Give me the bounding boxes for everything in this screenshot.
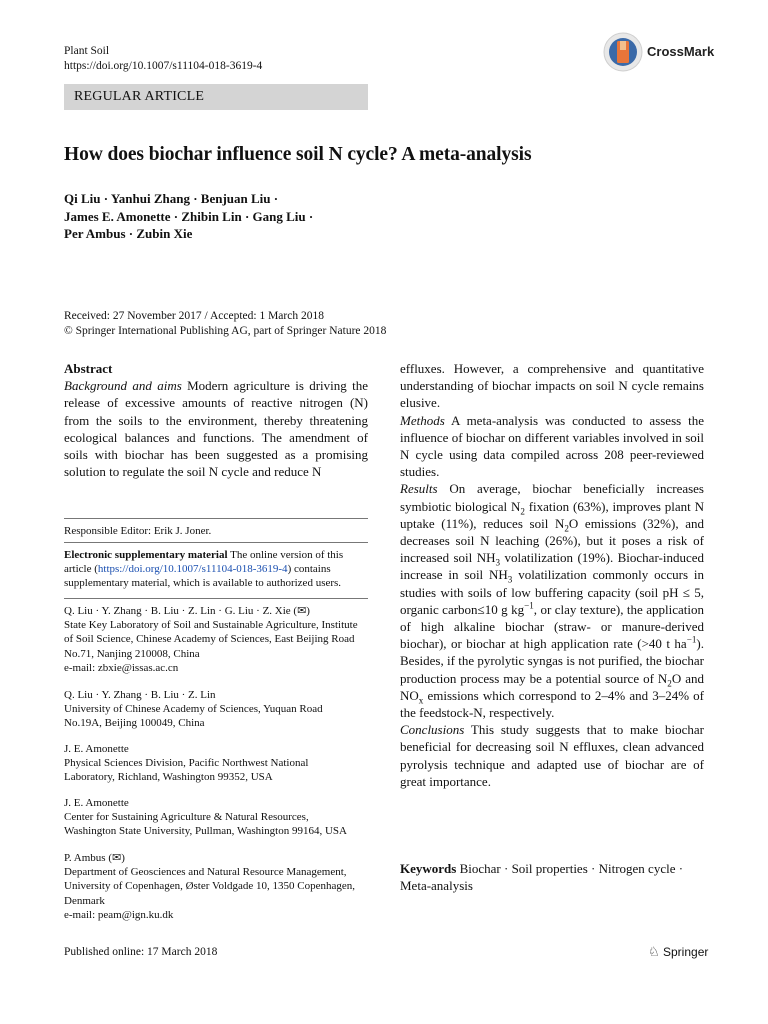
methods-text: A meta-analysis was conducted to assess the influence of biochar on different variables involved in soil N cycle using data compiled across 208 peer-reviewed studies. (400, 412, 704, 480)
keywords-line: Biochar · Soil properties · Nitrogen cycle · (459, 861, 684, 876)
abstract-methods (400, 412, 704, 481)
corresponding-email[interactable]: e-mail: zbxie@issas.ac.cn (64, 661, 179, 674)
abstract-results (400, 480, 704, 721)
article-title: How does biochar influence soil N cycle? A meta-analysis (64, 144, 532, 165)
springer-horse-icon: ♘ (648, 944, 660, 959)
author-line: Per Ambus · Zubin Xie (64, 226, 193, 241)
background-text: Modern agriculture is driving the release of excessive amounts of reactive nitrogen (N) from the soils to the environment, thereby threatening ecological balances and functions. The amendment of soils with biochar has been suggested as a promising solution to regulate the soil N cycle and reduce N (64, 378, 368, 480)
corresponding-email[interactable]: e-mail: peam@ign.ku.dk (64, 908, 174, 921)
crossmark-badge[interactable] (603, 32, 713, 74)
keywords-line: Meta-analysis (400, 878, 473, 894)
keywords-block (400, 860, 704, 894)
copyright-notice: © Springer International Publishing AG, part of Springer Nature 2018 (64, 325, 387, 337)
abstract-background (64, 377, 368, 480)
affiliation-names: J. E. Amonette (64, 797, 129, 809)
doi-link[interactable]: https://doi.org/10.1007/s11104-018-3619-4 (64, 60, 263, 72)
footnote-separator (64, 518, 368, 519)
author-line: James E. Amonette · Zhibin Lin · Gang Liu · (64, 208, 314, 224)
conclusions-label: Conclusions (400, 722, 465, 738)
article-dates (64, 309, 386, 339)
footnote-separator (64, 598, 368, 599)
affiliation-names: Q. Liu · Y. Zhang · B. Liu · Z. Lin (64, 689, 216, 701)
publisher-name: Springer (663, 945, 709, 959)
affiliation-block: Q. Liu · Y. Zhang · B. Liu · Z. Lin University of Chinese Academy of Sciences, Yuquan Road No.19A, Beijing 100049, China (64, 688, 374, 731)
results-label: Results (400, 481, 438, 497)
author-list (64, 190, 313, 243)
affiliation-names: J. E. Amonette (64, 743, 129, 755)
abstract-left-column (64, 360, 368, 480)
publisher-logo (648, 944, 708, 960)
footnote-separator (64, 542, 368, 543)
abstract-heading: Abstract (64, 361, 113, 376)
methods-label: Methods (400, 412, 445, 428)
author-line: Qi Liu · Yanhui Zhang · Benjuan Liu · (64, 191, 279, 206)
published-online: Published online: 17 March 2018 (64, 946, 218, 958)
section-banner: REGULAR ARTICLE (64, 84, 368, 110)
affiliation-block: J. E. Amonette Center for Sustaining Agriculture & Natural Resources, Washington State University, Pullman, Washington 99164, USA (64, 796, 374, 839)
background-label: Background and aims (64, 378, 182, 394)
crossmark-label: CrossMark (647, 44, 715, 59)
abstract-right-column (400, 360, 704, 790)
affiliation-block: P. Ambus (✉) Department of Geosciences and Natural Resource Management, University of Copenhagen, Øster Voldgade 10, 1350 Copenhagen, Denmark e-mail: peam@ign.ku.dk (64, 851, 374, 922)
crossmark-icon (603, 32, 643, 72)
abstract-conclusions (400, 721, 704, 790)
received-accepted-dates: Received: 27 November 2017 / Accepted: 1 March 2018 (64, 310, 324, 322)
esm-note: Electronic supplementary material The online version of this article (https://doi.org/10.1007/s11104-018-3619-4) contains supplementary material, which is available to authorized users. (64, 549, 344, 590)
affiliation-block: J. E. Amonette Physical Sciences Division, Pacific Northwest National Laboratory, Richland, Washington 99352, USA (64, 742, 374, 785)
keywords-label: Keywords (400, 861, 457, 876)
abstract-background-cont: effluxes. However, a comprehensive and quantitative understanding of biochar impacts on soil N cycle remains elusive. (400, 361, 704, 411)
conclusions-text: This study suggests that to make biochar beneficial for decreasing soil N effluxes, clean advanced pyrolysis technique and adapted use of biochar are of great importance. (400, 722, 704, 789)
journal-name: Plant Soil (64, 45, 110, 57)
responsible-editor: Responsible Editor: Erik J. Joner. (64, 525, 212, 537)
affiliation-names: P. Ambus (✉) (64, 852, 125, 864)
affiliation-names: Q. Liu · Y. Zhang · B. Liu · Z. Lin · G. Liu · Z. Xie (✉) (64, 605, 310, 617)
esm-link[interactable]: https://doi.org/10.1007/s11104-018-3619-4 (97, 563, 288, 576)
affiliation-block: Q. Liu · Y. Zhang · B. Liu · Z. Lin · G. Liu · Z. Xie (✉) State Key Laboratory of Soil and Sustainable Agriculture, Institute of Soil Science, Chinese Academy of Sciences, East Beijing Road No.71, Nanjing 210008, China e-mail: zbxie@issas.ac.cn (64, 604, 374, 675)
results-text: On average, biochar beneficially increases symbiotic biological $N_2$ fixation (63%), improves plant N uptake (11%), reduces soil $N_2O$ emissions (32%), and decreases soil N leaching (26%), but it poses a risk of increased soil $NH_3$ volatilization (19%). Biochar-induced increase in soil $NH_3$ volatilization commonly occurs in studies with soils of low buffering capacity (soil pH ≤ 5, organic carbon≤10 g $kg^{-1}$, or clay texture), the application of high alkaline biochar (straw- or manure-derived biochar), or biochar at high application rate (>40 t $ha^{-1}$). Besides, if the pyrolytic syngas is not purified, the biochar production process may be a potential source of $N_2O$ and $NO_x$ emissions which correspond to 2–4% and 3–24% of the feedstock-N, respectively. (400, 481, 705, 721)
